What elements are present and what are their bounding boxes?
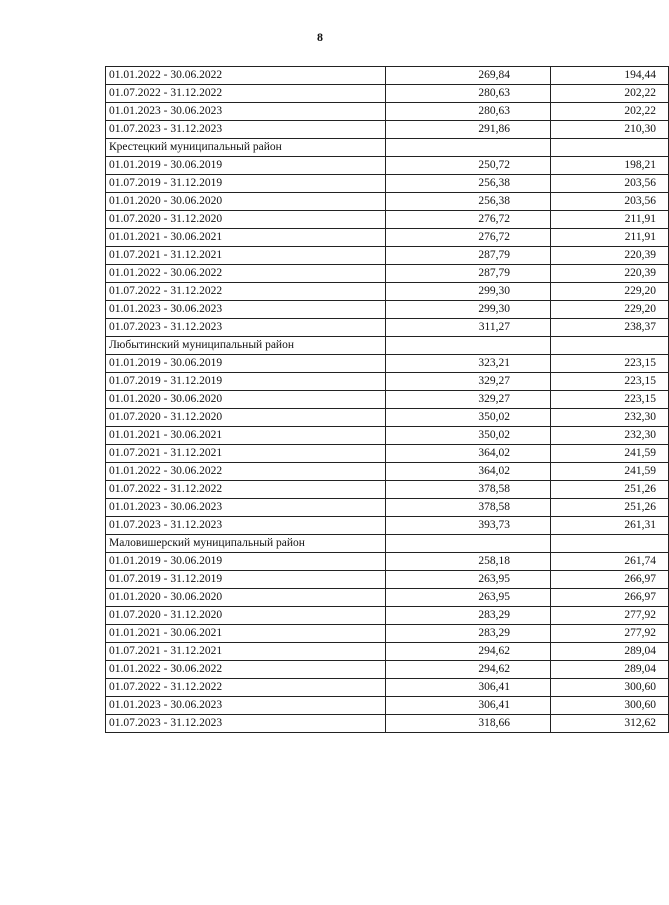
tariff-value-2: 266,97 (551, 589, 669, 607)
period-cell: 01.01.2023 - 30.06.2023 (106, 697, 386, 715)
empty-cell (386, 535, 551, 553)
table-row (106, 715, 669, 733)
period-cell: 01.01.2019 - 30.06.2019 (106, 355, 386, 373)
table-row (106, 85, 669, 103)
period-cell: 01.01.2021 - 30.06.2021 (106, 229, 386, 247)
period-cell: 01.01.2022 - 30.06.2022 (106, 463, 386, 481)
table-row (106, 301, 669, 319)
tariff-value-2: 251,26 (551, 481, 669, 499)
section-title: Любытинский муниципальный район (106, 337, 386, 355)
empty-cell (551, 337, 669, 355)
tariff-value-2: 232,30 (551, 409, 669, 427)
table-row (106, 409, 669, 427)
tariff-value-1: 258,18 (386, 553, 551, 571)
table-row (106, 355, 669, 373)
tariff-value-2: 223,15 (551, 391, 669, 409)
period-cell: 01.07.2020 - 31.12.2020 (106, 211, 386, 229)
tariff-value-2: 220,39 (551, 265, 669, 283)
table-row (106, 211, 669, 229)
table-row (106, 463, 669, 481)
period-cell: 01.07.2022 - 31.12.2022 (106, 481, 386, 499)
tariff-value-1: 280,63 (386, 103, 551, 121)
table-row (106, 571, 669, 589)
table-row (106, 643, 669, 661)
period-cell: 01.07.2019 - 31.12.2019 (106, 571, 386, 589)
table-row (106, 103, 669, 121)
tariff-value-2: 289,04 (551, 661, 669, 679)
tariff-value-1: 306,41 (386, 679, 551, 697)
tariff-value-2: 300,60 (551, 697, 669, 715)
tariff-value-2: 289,04 (551, 643, 669, 661)
tariff-value-1: 263,95 (386, 571, 551, 589)
tariff-value-1: 256,38 (386, 175, 551, 193)
tariff-value-2: 223,15 (551, 355, 669, 373)
tariff-value-1: 256,38 (386, 193, 551, 211)
table-row (106, 391, 669, 409)
tariff-value-1: 299,30 (386, 283, 551, 301)
table-row (106, 445, 669, 463)
page-number: 8 (317, 30, 323, 44)
table-row (106, 193, 669, 211)
tariff-value-2: 241,59 (551, 445, 669, 463)
tariff-value-1: 250,72 (386, 157, 551, 175)
period-cell: 01.01.2023 - 30.06.2023 (106, 301, 386, 319)
period-cell: 01.07.2021 - 31.12.2021 (106, 247, 386, 265)
tariff-value-1: 329,27 (386, 373, 551, 391)
tariff-value-2: 266,97 (551, 571, 669, 589)
section-row (106, 337, 669, 355)
period-cell: 01.07.2023 - 31.12.2023 (106, 319, 386, 337)
table-row (106, 607, 669, 625)
table-row (106, 229, 669, 247)
tariff-value-2: 220,39 (551, 247, 669, 265)
period-cell: 01.07.2022 - 31.12.2022 (106, 85, 386, 103)
tariff-value-1: 280,63 (386, 85, 551, 103)
tariff-value-1: 287,79 (386, 265, 551, 283)
tariff-value-2: 203,56 (551, 193, 669, 211)
tariff-value-2: 223,15 (551, 373, 669, 391)
period-cell: 01.01.2023 - 30.06.2023 (106, 499, 386, 517)
period-cell: 01.07.2023 - 31.12.2023 (106, 517, 386, 535)
table-row (106, 175, 669, 193)
tariff-value-1: 329,27 (386, 391, 551, 409)
period-cell: 01.01.2021 - 30.06.2021 (106, 625, 386, 643)
tariff-value-1: 291,86 (386, 121, 551, 139)
section-row (106, 535, 669, 553)
period-cell: 01.01.2022 - 30.06.2022 (106, 265, 386, 283)
tariff-value-2: 211,91 (551, 211, 669, 229)
tariff-value-1: 378,58 (386, 481, 551, 499)
period-cell: 01.01.2020 - 30.06.2020 (106, 391, 386, 409)
period-cell: 01.07.2023 - 31.12.2023 (106, 715, 386, 733)
tariff-value-1: 294,62 (386, 643, 551, 661)
table-row (106, 319, 669, 337)
table-row (106, 247, 669, 265)
period-cell: 01.01.2019 - 30.06.2019 (106, 553, 386, 571)
section-title: Крестецкий муниципальный район (106, 139, 386, 157)
tariff-value-1: 283,29 (386, 607, 551, 625)
period-cell: 01.01.2020 - 30.06.2020 (106, 589, 386, 607)
tariff-value-2: 251,26 (551, 499, 669, 517)
tariff-value-1: 283,29 (386, 625, 551, 643)
table-body (106, 67, 669, 733)
table-row (106, 481, 669, 499)
tariff-value-2: 277,92 (551, 625, 669, 643)
table-row (106, 679, 669, 697)
period-cell: 01.01.2022 - 30.06.2022 (106, 67, 386, 85)
tariff-value-1: 323,21 (386, 355, 551, 373)
tariff-value-1: 294,62 (386, 661, 551, 679)
tariff-value-1: 364,02 (386, 445, 551, 463)
tariff-value-1: 306,41 (386, 697, 551, 715)
period-cell: 01.01.2022 - 30.06.2022 (106, 661, 386, 679)
tariff-value-2: 229,20 (551, 283, 669, 301)
tariff-table (105, 66, 669, 733)
table-row (106, 265, 669, 283)
table-row (106, 283, 669, 301)
tariff-value-1: 378,58 (386, 499, 551, 517)
period-cell: 01.07.2021 - 31.12.2021 (106, 445, 386, 463)
period-cell: 01.01.2021 - 30.06.2021 (106, 427, 386, 445)
tariff-value-2: 210,30 (551, 121, 669, 139)
tariff-value-2: 232,30 (551, 427, 669, 445)
period-cell: 01.07.2019 - 31.12.2019 (106, 373, 386, 391)
tariff-value-2: 198,21 (551, 157, 669, 175)
tariff-value-1: 318,66 (386, 715, 551, 733)
tariff-value-2: 241,59 (551, 463, 669, 481)
period-cell: 01.07.2022 - 31.12.2022 (106, 679, 386, 697)
period-cell: 01.01.2019 - 30.06.2019 (106, 157, 386, 175)
tariff-value-2: 229,20 (551, 301, 669, 319)
tariff-value-1: 276,72 (386, 229, 551, 247)
table-row (106, 697, 669, 715)
tariff-value-2: 261,74 (551, 553, 669, 571)
tariff-value-2: 203,56 (551, 175, 669, 193)
tariff-value-1: 350,02 (386, 409, 551, 427)
tariff-value-2: 277,92 (551, 607, 669, 625)
empty-cell (386, 139, 551, 157)
tariff-value-1: 350,02 (386, 427, 551, 445)
tariff-value-1: 276,72 (386, 211, 551, 229)
tariff-value-1: 287,79 (386, 247, 551, 265)
period-cell: 01.07.2019 - 31.12.2019 (106, 175, 386, 193)
empty-cell (386, 337, 551, 355)
tariff-value-2: 194,44 (551, 67, 669, 85)
tariff-value-2: 238,37 (551, 319, 669, 337)
tariff-value-2: 211,91 (551, 229, 669, 247)
tariff-value-1: 311,27 (386, 319, 551, 337)
empty-cell (551, 139, 669, 157)
tariff-value-2: 300,60 (551, 679, 669, 697)
period-cell: 01.01.2020 - 30.06.2020 (106, 193, 386, 211)
tariff-value-1: 263,95 (386, 589, 551, 607)
table-row (106, 67, 669, 85)
section-title: Маловишерский муниципальный район (106, 535, 386, 553)
tariff-value-1: 299,30 (386, 301, 551, 319)
section-row (106, 139, 669, 157)
tariff-value-1: 364,02 (386, 463, 551, 481)
table-row (106, 625, 669, 643)
tariff-value-2: 202,22 (551, 103, 669, 121)
period-cell: 01.07.2020 - 31.12.2020 (106, 607, 386, 625)
table-row (106, 121, 669, 139)
table-row (106, 373, 669, 391)
period-cell: 01.07.2020 - 31.12.2020 (106, 409, 386, 427)
table-row (106, 589, 669, 607)
table-row (106, 499, 669, 517)
period-cell: 01.07.2021 - 31.12.2021 (106, 643, 386, 661)
empty-cell (551, 535, 669, 553)
tariff-value-2: 202,22 (551, 85, 669, 103)
tariff-value-1: 393,73 (386, 517, 551, 535)
table-row (106, 427, 669, 445)
tariff-value-1: 269,84 (386, 67, 551, 85)
period-cell: 01.01.2023 - 30.06.2023 (106, 103, 386, 121)
table-row (106, 157, 669, 175)
table-row (106, 517, 669, 535)
tariff-value-2: 312,62 (551, 715, 669, 733)
table-row (106, 661, 669, 679)
period-cell: 01.07.2023 - 31.12.2023 (106, 121, 386, 139)
tariff-value-2: 261,31 (551, 517, 669, 535)
table-row (106, 553, 669, 571)
period-cell: 01.07.2022 - 31.12.2022 (106, 283, 386, 301)
